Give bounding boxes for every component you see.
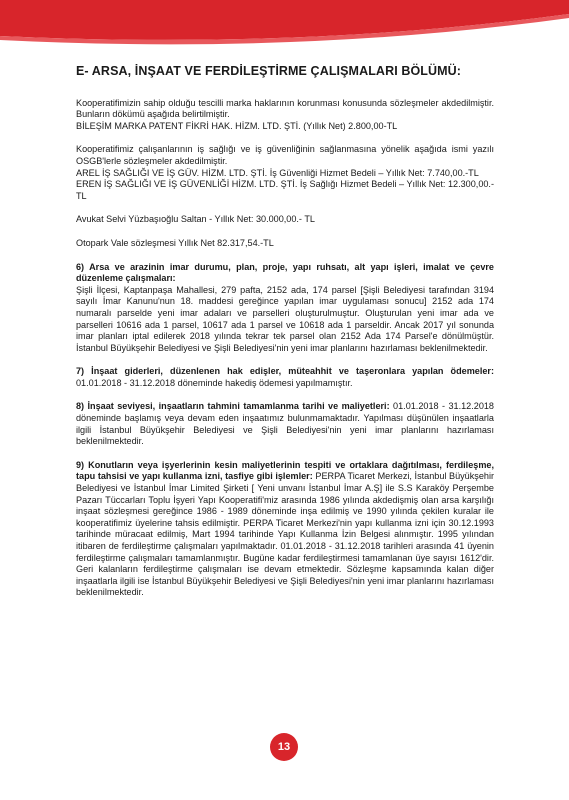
- osgb-arel-line: AREL İŞ SAĞLIĞI VE İŞ GÜV. HİZM. LTD. ŞTİ. İş Güvenliği Hizmet Bedeli – Yıllık Net: 7.740,00.-TL: [76, 167, 479, 178]
- page-number-badge: [270, 733, 298, 761]
- item-8-body: 01.01.2018 - 31.12.2018 döneminde başlamış veya devam eden inşaatımız bulunmamaktadır. Yapılması düşünülen inşaatlarla ilgili İstanbul Büyükşehir Belediyesi ve Şişli Belediyesi'nin yeni imar planlarını hazırlaması beklenilmektedir.: [76, 401, 494, 447]
- osgb-eren-line: EREN İŞ SAĞLIĞI VE İŞ GÜVENLİĞİ HİZM. LTD. ŞTİ. İş Sağlığı Hizmet Bedeli – Yıllık Net: 12.300,00.- TL: [76, 179, 494, 201]
- trademark-text: Kooperatifimizin sahip olduğu tescilli marka haklarının korunması konusunda sözleşmeler akdedilmiştir. Bunların dökümü aşağıda belirtilmiştir.: [76, 97, 494, 120]
- item-6-body: Şişli İlçesi, Kaptanpaşa Mahallesi, 279 pafta, 2152 ada, 174 parsel [Şişli Belediyesi tarafından 3194 sayılı İmar Kanunu'nun 18. maddesi gereğince yapılan imar uygulaması sonucu] 2152 ada 174 numaralı parselde yeni imar adaları ve parselleri oluşturulmuştur. Oluşturulan yeni imar ada ve parselleri 10616 ada 1 parsel, 10617 ada 1 parsel ve 10618 ada 1 parseldir. Ancak 2017 yıl sonunda imar planları iptal edilerek 2018 yılında tekrar tek parsel olan 2152 Ada 174 Parsel'e dönülmüştür. İstanbul Büyükşehir Belediyesi ve Şişli Belediyesi'nin yeni imar planlarını hazırlaması beklenilmektedir.: [76, 284, 494, 353]
- item-7: [76, 366, 494, 389]
- item-9-body: PERPA Ticaret Merkezi, İstanbul Büyükşehir Belediyesi ve İstanbul İmar Limited Şirketi [ Yeni unvanı İstanbul İmar A.Ş] ile S.S Karaköy Perşembe Pazarı Tüccarları Toplu İşyeri Yapı Kooperatifi'miz arasında 1986 yılında akdedişmiş olan arsa karşılığı inşaat sözleşmesi gereğince 1986 - 1989 döneminde inşa edilmiş ve 1990 yılında çekilen kuralar ile kooperatifimiz üyelerine tahsis edilmiştir. PERPA Ticaret Merkezi'nin yapı kullanma izni için 30.12.1993 tarihinde müracaat edilmiş, Mart 1994 tarihinde Yapı Kullanma İzin Belgesi alınmıştır. 1995 yılından itibaren de ferdileştirme çalışmaları yapılmaktadır. 01.01.2018 - 31.12.2018 tarihleri arasında 41 üyenin ferdileştirme çalışmaları tamamlanmıştır. Bugüne kadar ferdileştirmesi tamamlanan üye sayısı 1612'dir. Geri kalanların ferdileştirme çalışmaları ise devam etmektedir. Sözleşme kapsamında kalan diğer inşaatlarla ilgili ise İstanbul Büyükşehir Belediyesi ve Şişli Belediyesi'nin yeni imar planlarını hazırlaması beklenilmektedir.: [76, 471, 494, 598]
- header-red-curve: [0, 0, 569, 58]
- lawyer-line: Avukat Selvi Yüzbaşıoğlu Saltan - Yıllık Net: 30.000,00.- TL: [76, 214, 315, 225]
- page-content: [76, 66, 494, 611]
- item-7-heading: 7) İnşaat giderleri, düzenlenen hak edişler, müteahhit ve taşeronlara yapılan ödemeler:: [76, 366, 494, 377]
- item-7-body: 01.01.2018 - 31.12.2018 döneminde hakediş ödemesi yapılmamıştır.: [76, 377, 353, 388]
- trademark-line: BİLEŞİM MARKA PATENT FİKRİ HAK. HİZM. LTD. ŞTİ. (Yıllık Net) 2.800,00-TL: [76, 120, 398, 131]
- osgb-text: Kooperatifimiz çalışanlarının iş sağlığı ve iş güvenliğinin sağlanmasına yönelik aşağıda ismi yazılı OSGB'lerle sözleşmeler akdedilmiştir.: [76, 144, 494, 166]
- parking-line: Otopark Vale sözleşmesi Yıllık Net 82.317,54.-TL: [76, 237, 274, 248]
- trademark-paragraph: [76, 98, 494, 133]
- item-9-heading: 9) Konutların veya işyerlerinin kesin maliyetlerinin tespiti ve ortaklara dağıtılması, ferdileşme, tapu tahsisi ve yapı kullanma izni, tasfiye gibi işlemler:: [76, 459, 494, 482]
- item-6-heading: 6) Arsa ve arazinin imar durumu, plan, proje, yapı ruhsatı, alt yapı işleri, imalat ve çevre düzenleme çalışmaları:: [76, 261, 494, 284]
- item-8-heading: 8) İnşaat seviyesi, inşaatların tahmini tamamlanma tarihi ve maliyetleri:: [76, 401, 390, 412]
- item-9: [76, 460, 494, 599]
- page-number: 13: [277, 741, 291, 753]
- section-title: E- ARSA, İNŞAAT VE FERDİLEŞTİRME ÇALIŞMALARI BÖLÜMÜ:: [76, 64, 462, 78]
- osgb-paragraph: [76, 144, 494, 202]
- item-6: [76, 262, 494, 355]
- item-8: [76, 401, 494, 447]
